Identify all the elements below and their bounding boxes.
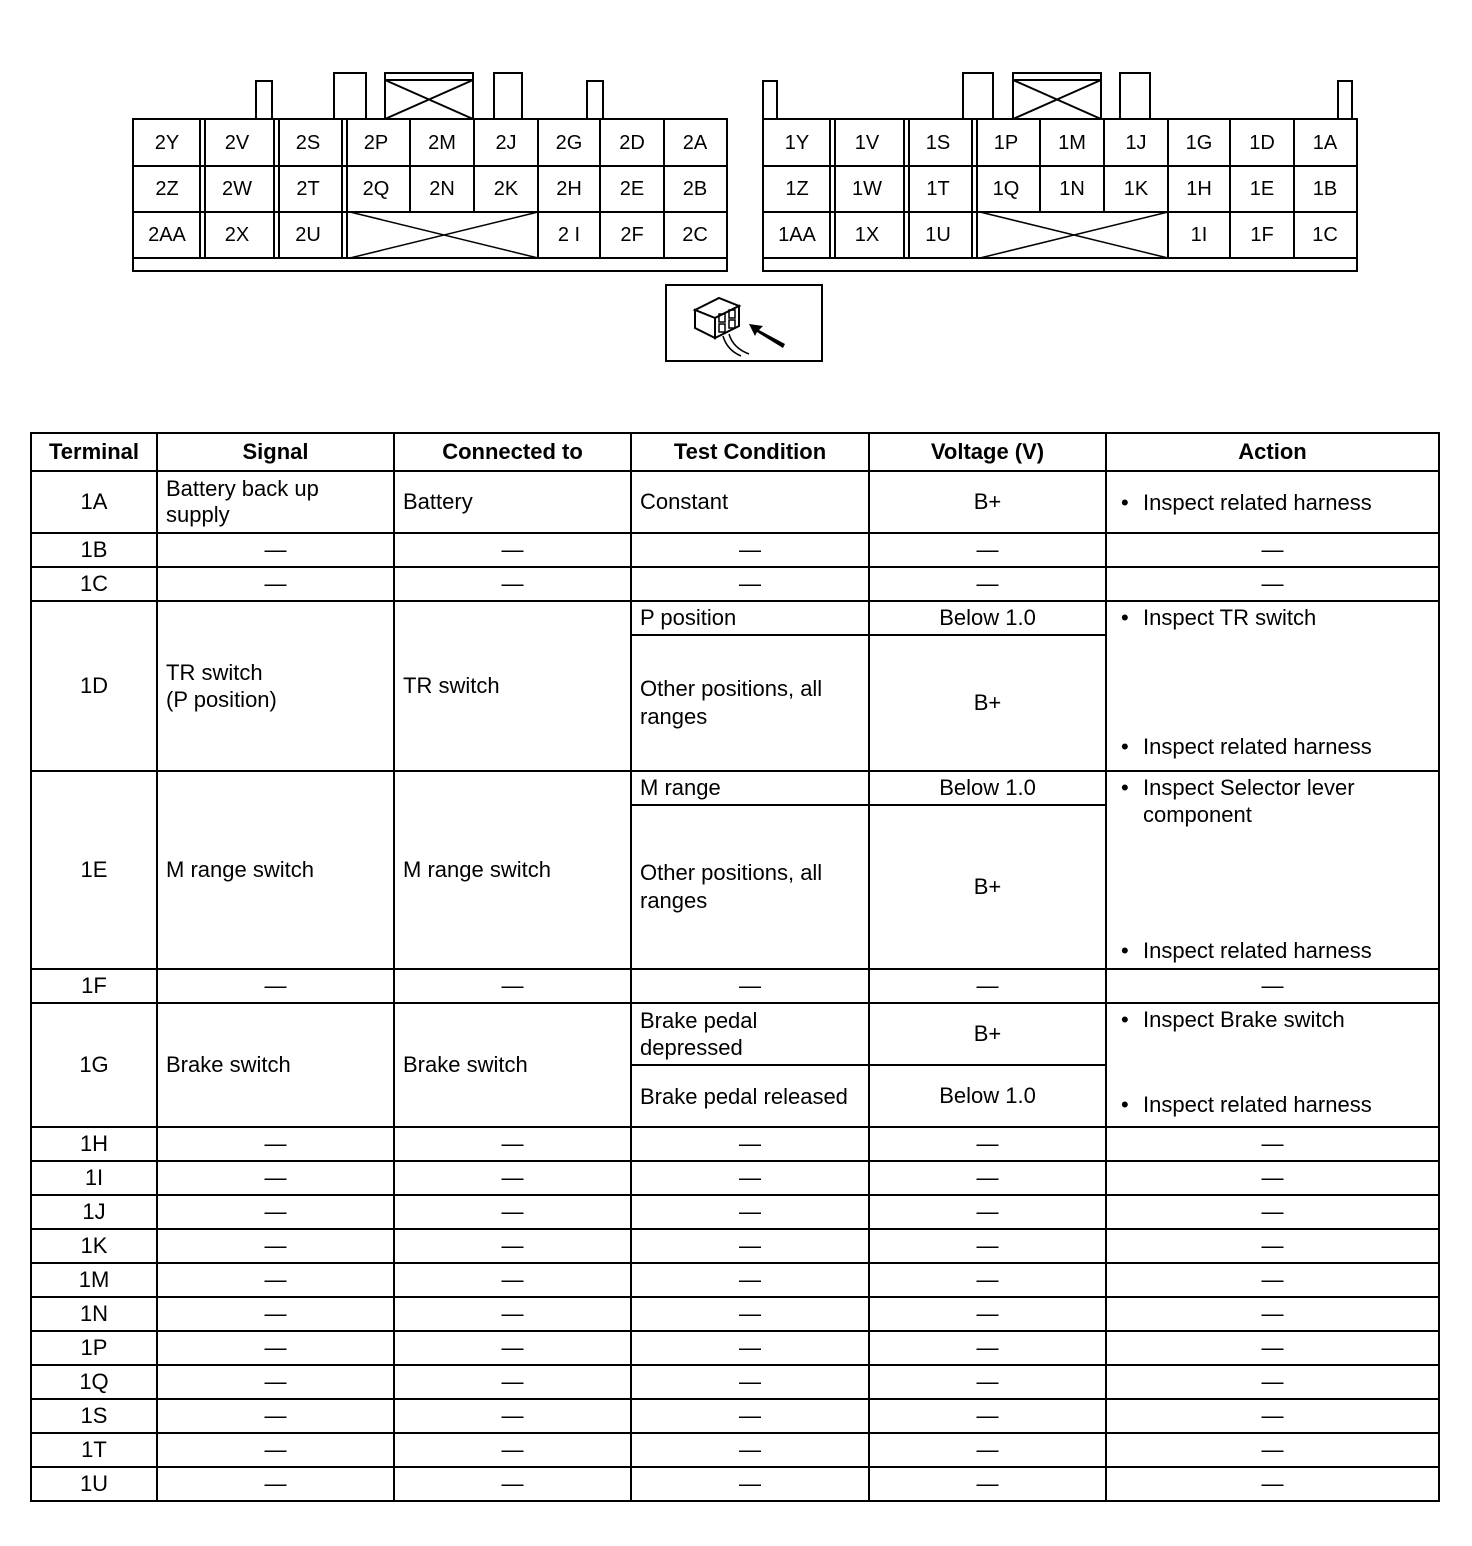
pin-label: 2N [429, 177, 455, 200]
table-row [31, 1297, 1439, 1331]
action-item: • Inspect related harness [1115, 733, 1430, 760]
dash-cell: — [157, 1229, 394, 1263]
connector-right-tab [962, 72, 994, 120]
terminal-cell: 1K [31, 1229, 157, 1263]
dash-cell: — [394, 1127, 631, 1161]
pin-label: 2P [363, 131, 389, 154]
terminal-cell: 1T [31, 1433, 157, 1467]
table-row [31, 1331, 1439, 1365]
dash-cell: — [1106, 1195, 1439, 1229]
dash-cell: — [157, 1127, 394, 1161]
table-row [31, 601, 1439, 635]
action-item: • Inspect related harness [1115, 937, 1430, 964]
action-item: • Inspect related harness [1115, 1091, 1430, 1118]
dash-cell: — [631, 969, 869, 1003]
dash-cell: — [394, 1365, 631, 1399]
pin-label: 2Y [154, 131, 180, 154]
pin-label: 1K [1123, 177, 1149, 200]
terminal-cell: 1U [31, 1467, 157, 1501]
pin-label: 2C [682, 223, 708, 246]
action-item: • Inspect TR switch [1115, 604, 1430, 631]
pin-label: 1B [1312, 177, 1338, 200]
pin-label: 1I [1190, 223, 1208, 246]
pin-label: 2B [682, 177, 708, 200]
terminal-cell: 1B [31, 533, 157, 567]
dash-cell: — [631, 567, 869, 601]
connected-cell: TR switch [394, 601, 631, 771]
action-item: • Inspect Brake switch [1115, 1006, 1430, 1033]
pin-label: 1H [1186, 177, 1212, 200]
dash-cell: — [394, 1229, 631, 1263]
header-terminal: Terminal [31, 433, 157, 471]
signal-cell: TR switch (P position) [157, 601, 394, 771]
dash-cell: — [869, 1331, 1106, 1365]
pin-label: 1S [925, 131, 951, 154]
header-voltage: Voltage (V) [869, 433, 1106, 471]
header-test-condition: Test Condition [631, 433, 869, 471]
terminal-cell: 1S [31, 1399, 157, 1433]
voltage-cell: Below 1.0 [869, 771, 1106, 805]
terminal-cell: 1C [31, 567, 157, 601]
terminal-cell: 1Q [31, 1365, 157, 1399]
connector-gridlines [764, 120, 1356, 270]
voltage-cell: B+ [869, 635, 1106, 771]
pin-label: 1X [854, 223, 880, 246]
table-row [31, 533, 1439, 567]
voltage-cell: B+ [869, 805, 1106, 969]
dash-cell: — [1106, 1399, 1439, 1433]
dash-cell: — [157, 533, 394, 567]
pin-label: 1P [993, 131, 1019, 154]
condition-cell: P position [631, 601, 869, 635]
dash-cell: — [869, 1195, 1106, 1229]
pin-label: 2V [224, 131, 250, 154]
dash-cell: — [631, 1331, 869, 1365]
pin-label: 1T [926, 177, 950, 200]
dash-cell: — [1106, 533, 1439, 567]
dash-cell: — [394, 1297, 631, 1331]
pin-label: 2F [620, 223, 644, 246]
dash-cell: — [631, 1263, 869, 1297]
dash-cell: — [631, 1195, 869, 1229]
signal-cell: M range switch [157, 771, 394, 969]
connected-cell: Battery [394, 471, 631, 533]
action-cell [1106, 471, 1439, 533]
table-row [31, 1467, 1439, 1501]
voltage-cell: B+ [869, 1003, 1106, 1065]
pin-label: 1J [1125, 131, 1147, 154]
dash-cell: — [869, 1399, 1106, 1433]
dash-cell: — [631, 1127, 869, 1161]
pin-label: 2S [295, 131, 321, 154]
dash-cell: — [157, 1297, 394, 1331]
terminal-cell: 1M [31, 1263, 157, 1297]
terminal-cell: 1H [31, 1127, 157, 1161]
dash-cell: — [869, 969, 1106, 1003]
pin-label: 2W [222, 177, 252, 200]
connector-left-tab [493, 72, 523, 120]
table-row [31, 1229, 1439, 1263]
connector-right-tab [762, 80, 778, 120]
connector-right-tab [1337, 80, 1353, 120]
terminal-cell: 1N [31, 1297, 157, 1331]
terminal-cell: 1G [31, 1003, 157, 1127]
dash-cell: — [1106, 1229, 1439, 1263]
action-cell [1106, 1003, 1439, 1127]
connector-right-key [1012, 72, 1102, 120]
pin-label: 1Z [785, 177, 809, 200]
dash-cell: — [869, 1127, 1106, 1161]
dash-cell: — [1106, 1297, 1439, 1331]
dash-cell: — [157, 1161, 394, 1195]
dash-cell: — [631, 1297, 869, 1331]
table-row [31, 1161, 1439, 1195]
condition-cell: Brake pedal released [631, 1065, 869, 1127]
pin-label: 2X [224, 223, 250, 246]
dash-cell: — [394, 1433, 631, 1467]
pin-label: 2J [495, 131, 517, 154]
table-row [31, 1127, 1439, 1161]
pin-label: 2H [556, 177, 582, 200]
table-row [31, 1263, 1439, 1297]
header-action: Action [1106, 433, 1439, 471]
connector-left-tab [333, 72, 367, 120]
dash-cell: — [869, 1263, 1106, 1297]
condition-cell: Constant [631, 471, 869, 533]
voltage-cell: B+ [869, 471, 1106, 533]
dash-cell: — [394, 1263, 631, 1297]
dash-cell: — [157, 1263, 394, 1297]
header-connected-to: Connected to [394, 433, 631, 471]
dash-cell: — [394, 969, 631, 1003]
signal-cell: Brake switch [157, 1003, 394, 1127]
dash-cell: — [631, 1433, 869, 1467]
action-item: • Inspect Selector lever component [1115, 774, 1430, 828]
pin-label: 2E [619, 177, 645, 200]
dash-cell: — [157, 567, 394, 601]
pin-label: 1W [852, 177, 882, 200]
table-row [31, 471, 1439, 533]
pin-label: 1E [1249, 177, 1275, 200]
connector-left-tab [586, 80, 604, 120]
pin-label: 2AA [148, 223, 186, 246]
dash-cell: — [157, 1467, 394, 1501]
condition-cell: Other positions, all ranges [631, 635, 869, 771]
dash-cell: — [157, 1365, 394, 1399]
pin-label: 2Z [155, 177, 179, 200]
dash-cell: — [157, 969, 394, 1003]
terminal-table [30, 432, 1440, 1502]
action-cell [1106, 601, 1439, 771]
dash-cell: — [631, 533, 869, 567]
connector-left-key [384, 72, 474, 120]
dash-cell: — [869, 1297, 1106, 1331]
dash-cell: — [1106, 1331, 1439, 1365]
pin-label: 2M [428, 131, 456, 154]
pin-label: 2T [296, 177, 320, 200]
dash-cell: — [631, 1229, 869, 1263]
pin-label: 2Q [362, 177, 390, 200]
pin-label: 1N [1059, 177, 1085, 200]
table-header-row [31, 433, 1439, 471]
dash-cell: — [157, 1433, 394, 1467]
pin-label: 1M [1058, 131, 1086, 154]
pin-label: 2D [619, 131, 645, 154]
dash-cell: — [869, 567, 1106, 601]
pin-label: 2 I [557, 223, 581, 246]
dash-cell: — [394, 533, 631, 567]
dash-cell: — [157, 1195, 394, 1229]
pin-label: 2U [295, 223, 321, 246]
dash-cell: — [1106, 1467, 1439, 1501]
pin-label: 1Q [992, 177, 1020, 200]
condition-cell: M range [631, 771, 869, 805]
header-signal: Signal [157, 433, 394, 471]
terminal-cell: 1D [31, 601, 157, 771]
pin-label: 1A [1312, 131, 1338, 154]
voltage-cell: Below 1.0 [869, 1065, 1106, 1127]
pin-label: 1V [854, 131, 880, 154]
dash-cell: — [394, 1331, 631, 1365]
dash-cell: — [1106, 1365, 1439, 1399]
dash-cell: — [394, 1195, 631, 1229]
terminal-cell: 1A [31, 471, 157, 533]
terminal-cell: 1I [31, 1161, 157, 1195]
table-row [31, 1365, 1439, 1399]
pin-label: 1G [1185, 131, 1213, 154]
connector-left-tab [255, 80, 273, 120]
dash-cell: — [869, 1467, 1106, 1501]
pin-label: 1U [925, 223, 951, 246]
pin-label: 1C [1312, 223, 1338, 246]
pin-label: 1Y [784, 131, 810, 154]
pin-label: 1D [1249, 131, 1275, 154]
dash-cell: — [1106, 1263, 1439, 1297]
condition-cell: Other positions, all ranges [631, 805, 869, 969]
terminal-cell: 1E [31, 771, 157, 969]
connector-right [762, 118, 1358, 272]
dash-cell: — [1106, 1433, 1439, 1467]
dash-cell: — [869, 533, 1106, 567]
table-row [31, 771, 1439, 805]
condition-cell: Brake pedal depressed [631, 1003, 869, 1065]
pin-label: 1AA [778, 223, 816, 246]
dash-cell: — [631, 1467, 869, 1501]
table-row [31, 1195, 1439, 1229]
harness-side-view-icon [665, 284, 823, 362]
table-row [31, 1399, 1439, 1433]
connector-left [132, 118, 728, 272]
dash-cell: — [157, 1331, 394, 1365]
dash-cell: — [869, 1433, 1106, 1467]
table-row [31, 567, 1439, 601]
dash-cell: — [869, 1365, 1106, 1399]
terminal-cell: 1F [31, 969, 157, 1003]
dash-cell: — [1106, 567, 1439, 601]
dash-cell: — [1106, 969, 1439, 1003]
connected-cell: M range switch [394, 771, 631, 969]
action-item: • Inspect related harness [1115, 489, 1430, 516]
dash-cell: — [869, 1161, 1106, 1195]
dash-cell: — [157, 1399, 394, 1433]
terminal-cell: 1J [31, 1195, 157, 1229]
connector-gridlines [134, 120, 726, 270]
pin-label: 2A [682, 131, 708, 154]
dash-cell: — [631, 1365, 869, 1399]
dash-cell: — [869, 1229, 1106, 1263]
table-row [31, 969, 1439, 1003]
signal-cell: Battery back up supply [157, 471, 394, 533]
terminal-cell: 1P [31, 1331, 157, 1365]
action-cell [1106, 771, 1439, 969]
dash-cell: — [631, 1399, 869, 1433]
pin-label: 2K [493, 177, 519, 200]
pin-label: 1F [1250, 223, 1274, 246]
dash-cell: — [394, 1161, 631, 1195]
dash-cell: — [1106, 1127, 1439, 1161]
dash-cell: — [631, 1161, 869, 1195]
connected-cell: Brake switch [394, 1003, 631, 1127]
dash-cell: — [394, 1399, 631, 1433]
pin-label: 2G [555, 131, 583, 154]
dash-cell: — [394, 567, 631, 601]
dash-cell: — [394, 1467, 631, 1501]
connector-right-tab [1119, 72, 1151, 120]
table-row [31, 1003, 1439, 1065]
dash-cell: — [1106, 1161, 1439, 1195]
table-row [31, 1433, 1439, 1467]
voltage-cell: Below 1.0 [869, 601, 1106, 635]
